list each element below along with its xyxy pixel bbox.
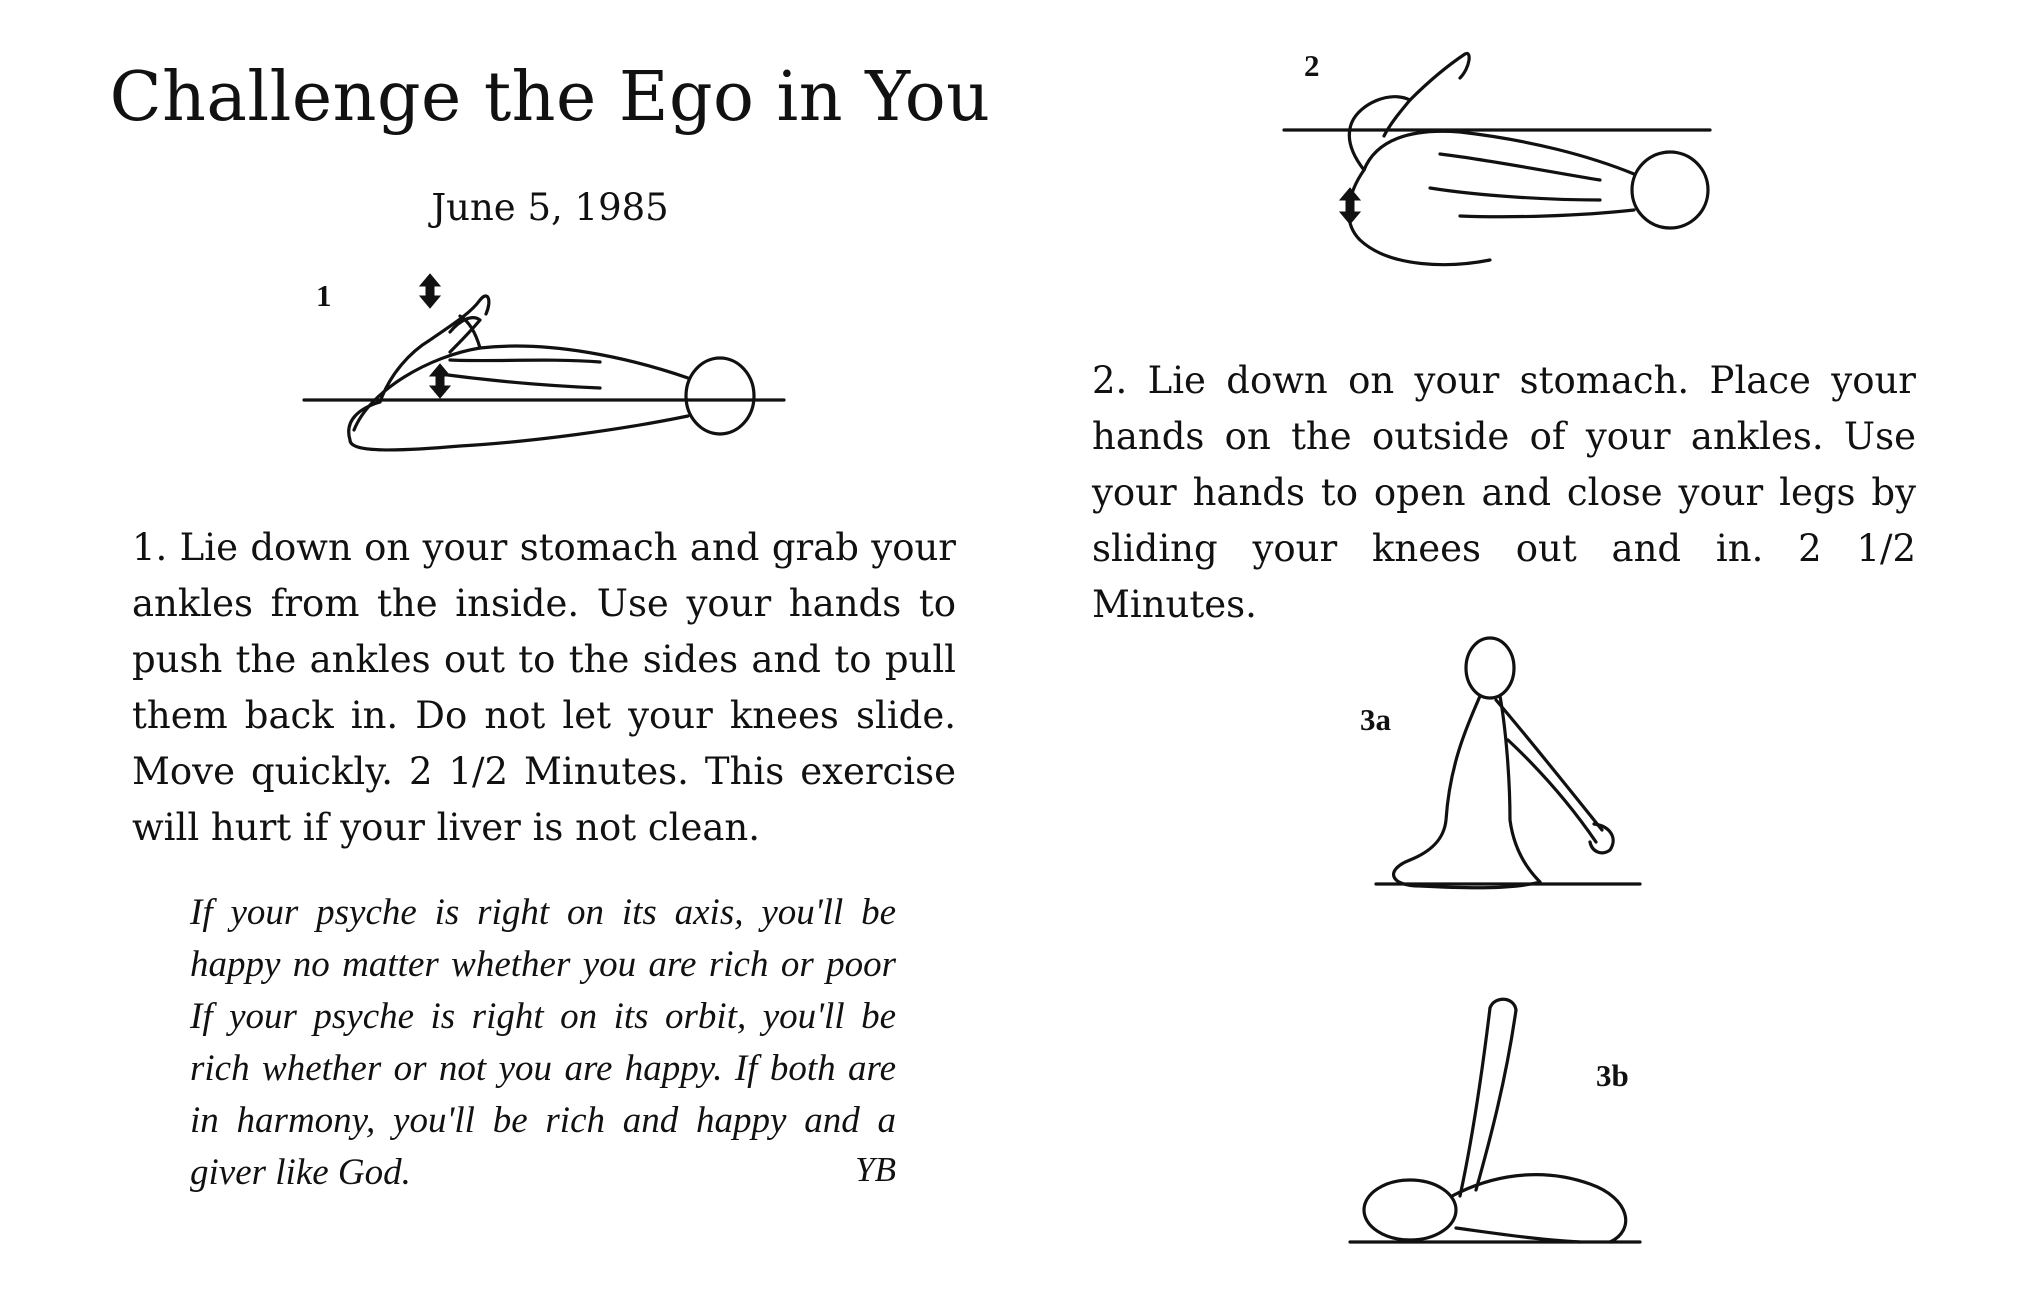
quote-attribution: YB	[855, 1150, 896, 1189]
quote-text: If your psyche is right on its axis, you'll be happy no matter whether you are rich or poor If your psyche is right on its orbit, you'll be rich whether or not you are happy. If both are in harmony, you'll be rich and happy and a giver like God.	[190, 892, 896, 1193]
figure-3a-label: 3a	[1360, 702, 1391, 737]
exercise-3b-illustration	[1340, 990, 1680, 1260]
figure-1-label: 1	[316, 278, 332, 313]
figure-3b-label: 3b	[1596, 1058, 1629, 1093]
exercise-2-illustration	[1280, 40, 1720, 300]
exercise-1-illustration	[300, 270, 800, 480]
exercise-3a-illustration	[1340, 620, 1680, 910]
page-title: Challenge the Ego in You	[109, 58, 991, 137]
figure-2-label: 2	[1304, 48, 1320, 83]
page-date: June 5, 1985	[431, 186, 669, 229]
exercise-2-instructions: 2. Lie down on your stomach. Place your hands on the outside of your ankles. Use your hands to open and close your legs by sliding your knees out and in. 2 1/2 Minutes.	[1092, 359, 1916, 626]
exercise-1-instructions: 1. Lie down on your stomach and grab your ankles from the inside. Use your hands to push the ankles out to the sides and to pull them back in. Do not let your knees slide. Move quickly. 2 1/2 Minutes. This exercise will hurt if your liver is not clean.	[132, 526, 956, 849]
